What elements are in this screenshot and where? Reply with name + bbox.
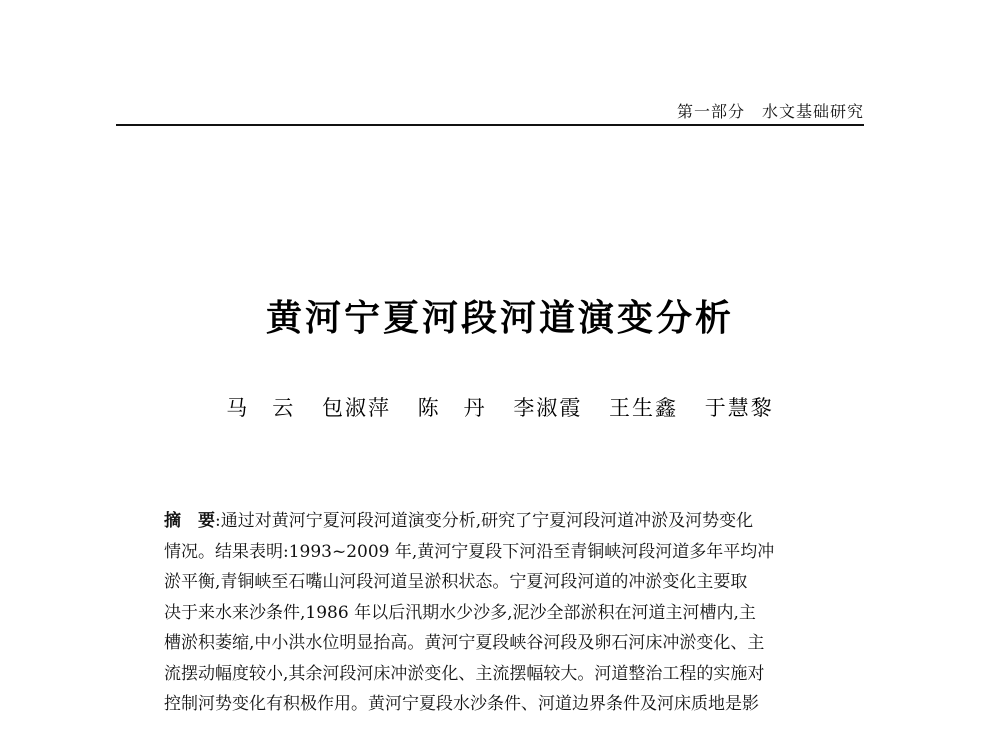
- abstract-line: 情况。结果表明:1993~2009 年,黄河宁夏段下河沿至青铜峡河段河道多年平均冲: [164, 541, 775, 562]
- running-header: 第一部分 水文基础研究: [676, 102, 864, 121]
- author-name: 于慧黎: [704, 396, 774, 420]
- abstract-label: 摘 要: [164, 511, 215, 531]
- author-name: 王生鑫: [609, 396, 679, 420]
- abstract-line: 决于来水来沙条件,1986 年以后汛期水少沙多,泥沙全部淤积在河道主河槽内,主: [164, 602, 756, 623]
- abstract-line: 槽淤积萎缩,中小洪水位明显抬高。黄河宁夏段峡谷河段及卵石河床冲淤变化、主: [164, 633, 765, 653]
- author-name: 李淑霞: [513, 396, 583, 420]
- abstract-text: :通过对黄河宁夏河段河道演变分析,研究了宁夏河段河道冲淤及河势变化: [215, 511, 754, 531]
- author-name: 马 云: [226, 396, 296, 420]
- abstract: [164, 506, 824, 720]
- abstract-line: 流摆动幅度较小,其余河段河床冲淤变化、主流摆幅较大。河道整治工程的实施对: [164, 663, 765, 684]
- abstract-line: [164, 506, 824, 537]
- author-list: [0, 392, 1000, 422]
- author-name: 包淑萍: [321, 396, 391, 420]
- abstract-line: 控制河势变化有积极作用。黄河宁夏段水沙条件、河道边界条件及河床质地是影: [164, 694, 759, 714]
- abstract-line: 淤平衡,青铜峡至石嘴山河段河道呈淤积状态。宁夏河段河道的冲淤变化主要取: [164, 572, 748, 592]
- paper-title: 黄河宁夏河段河道演变分析: [265, 297, 734, 339]
- header-rule: [116, 124, 864, 126]
- author-name: 陈 丹: [417, 396, 487, 420]
